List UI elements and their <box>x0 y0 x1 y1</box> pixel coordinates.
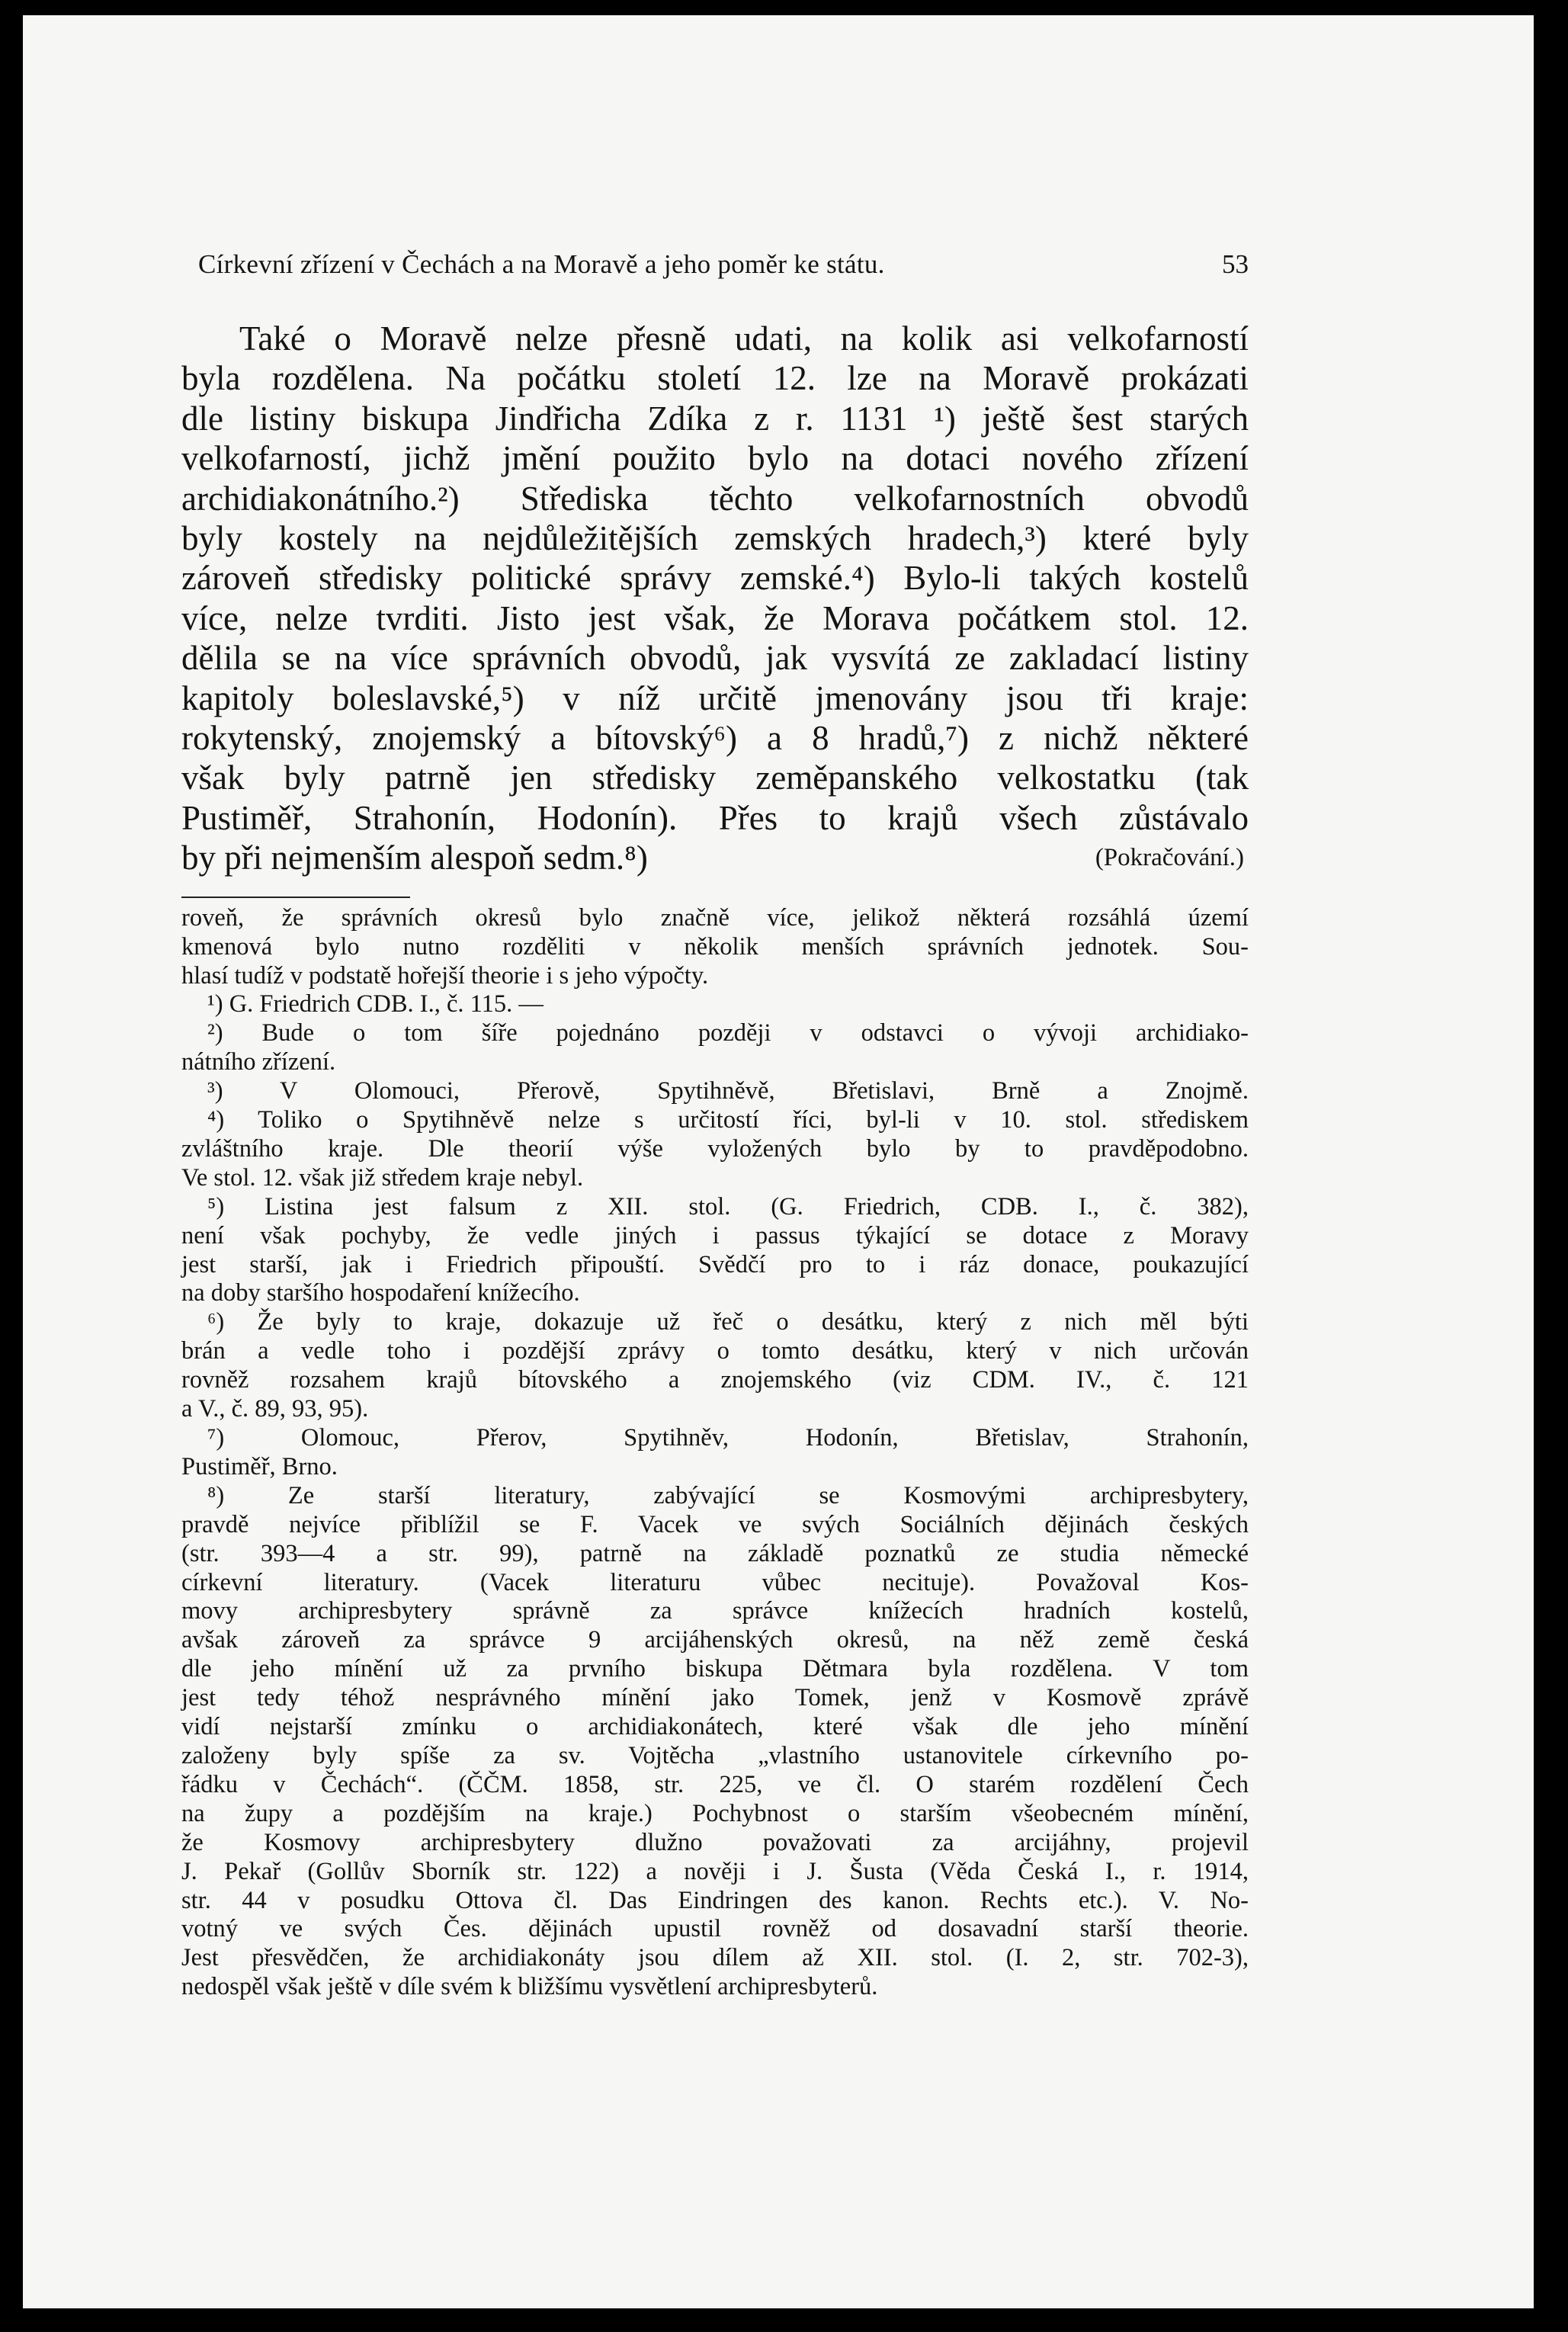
footnote-line: není však pochyby, že vedle jiných i passus týkající se dotace z Moravy <box>181 1221 1249 1249</box>
footnote-line: votný ve svých Čes. dějinách upustil rovněž od dosavadní starší theorie. <box>181 1915 1249 1943</box>
footnote-line: dle jeho mínění už za prvního biskupa Dětmara byla rozdělena. V tom <box>181 1655 1249 1683</box>
footnote-line: pravdě nejvíce přiblížil se F. Vacek ve svých Sociálních dějinách českých <box>181 1510 1249 1538</box>
footnote-line: Jest přesvědčen, že archidiakonáty jsou dílem až XII. stol. (I. 2, str. 702-3), <box>181 1944 1249 1972</box>
running-title: Církevní zřízení v Čechách a na Moravě a jeho poměr ke státu. <box>198 249 885 279</box>
body-line: zároveň středisky politické správy zemské.⁴) Bylo-li takých kostelů <box>181 559 1249 598</box>
body-line: více, nelze tvrditi. Jisto jest však, že Morava počátkem stol. 12. <box>181 598 1249 637</box>
footnote-line: že Kosmovy archipresbytery dlužno považovati za arcijáhny, projevil <box>181 1828 1249 1856</box>
footnote-line: str. 44 v posudku Ottova čl. Das Eindringen des kanon. Rechts etc.). V. No- <box>181 1886 1249 1914</box>
body-line: byla rozdělena. Na počátku století 12. lze na Moravě prokázati <box>181 359 1249 398</box>
footnotes <box>181 904 1249 2002</box>
body-line <box>181 838 1249 877</box>
footnote-line: jest starší, jak i Friedrich připouští. Svědčí pro to i ráz donace, poukazující <box>181 1250 1249 1278</box>
body-line: Pustiměř, Strahonín, Hodonín). Přes to krajů všech zůstávalo <box>181 798 1249 837</box>
footnote-line: roveň, že správních okresů bylo značně více, jelikož některá rozsáhlá území <box>181 903 1249 932</box>
page-number: 53 <box>1222 249 1249 279</box>
footnote-line: movy archipresbytery správně za správce knížecích hradních kostelů, <box>181 1597 1249 1625</box>
body-line: byly kostely na nejdůležitějších zemských hradech,³) které byly <box>181 519 1249 558</box>
footnote-line: ⁷) Olomouc, Přerov, Spytihněv, Hodonín, Břetislav, Strahonín, <box>207 1424 1249 1451</box>
footnote-line: nedospěl však ještě v díle svém k bližšímu vysvětlení archipresbyterů. <box>181 1973 878 2001</box>
footnote-line: církevní literatury. (Vacek literaturu vůbec necituje). Považoval Kos- <box>181 1568 1249 1596</box>
book-page <box>23 15 1534 2308</box>
body-line: Také o Moravě nelze přesně udati, na kolik asi velkofarností <box>239 319 1249 358</box>
text-column <box>181 244 1249 2002</box>
footnote-line: jest tedy téhož nesprávného mínění jako Tomek, jenž v Kosmově zprávě <box>181 1684 1249 1712</box>
footnote-line: ⁸) Ze starší literatury, zabývající se Kosmovými archipresbytery, <box>207 1481 1249 1509</box>
body-line: rokytenský, znojemský a bítovský⁶) a 8 hradů,⁷) z nichž některé <box>181 719 1249 758</box>
footnote-line: (str. 393—4 a str. 99), patrně na základě poznatků ze studia německé <box>181 1539 1249 1567</box>
footnote-line: rovněž rozsahem krajů bítovského a znojemského (viz CDM. IV., č. 121 <box>181 1366 1249 1394</box>
footnote-line: ²) Bude o tom šíře pojednáno později v odstavci o vývoji archidiako- <box>207 1019 1249 1047</box>
footnote-line: hlasí tudíž v podstatě hořejší theorie i s jeho výpočty. <box>181 961 709 990</box>
body-line: archidiakonátního.²) Střediska těchto velkofarnostních obvodů <box>181 479 1249 518</box>
body-line: dle listiny biskupa Jindřicha Zdíka z r. 1131 ¹) ještě šest starých <box>181 399 1249 438</box>
footnote-line: nátního zřízení. <box>181 1048 336 1076</box>
footnote-line: na doby staršího hospodaření knížecího. <box>181 1279 580 1307</box>
body-line: však byly patrně jen středisky zeměpanského velkostatku (tak <box>181 759 1249 797</box>
footnote-line: ⁶) Že byly to kraje, dokazuje už řeč o desátku, který z nich měl býti <box>207 1308 1249 1336</box>
body-last-line: by při nejmenším alespoň sedm.⁸) <box>181 839 648 877</box>
footnote-line: kmenová bylo nutno rozděliti v několik menších správních jednotek. Sou- <box>181 932 1249 961</box>
footnote-line: ⁵) Listina jest falsum z XII. stol. (G. Friedrich, CDB. I., č. 382), <box>207 1192 1249 1221</box>
main-paragraph <box>181 319 1249 878</box>
continuation-note: (Pokračování.) <box>1095 844 1244 872</box>
running-header <box>181 244 1249 285</box>
footnote-line: avšak zároveň za správce 9 arcijáhenských okresů, na něž země česká <box>181 1626 1249 1654</box>
body-line: dělila se na více správních obvodů, jak vysvítá ze zakladací listiny <box>181 639 1249 678</box>
footnote-line: vidí nejstarší zmínku o archidiakonátech, které však dle jeho mínění <box>181 1713 1249 1741</box>
body-line: kapitoly boleslavské,⁵) v níž určitě jmenovány jsou tři kraje: <box>181 678 1249 717</box>
footnote-separator <box>181 897 410 898</box>
footnote-line: Ve stol. 12. však již středem kraje nebyl. <box>181 1163 584 1192</box>
footnote-line: založeny byly spíše za sv. Vojtěcha „vlastního ustanovitele církevního po- <box>181 1741 1249 1769</box>
footnote-line: ¹) G. Friedrich CDB. I., č. 115. — <box>207 990 544 1018</box>
footnote-line: brán a vedle toho i pozdější zprávy o tomto desátku, který v nich určován <box>181 1337 1249 1365</box>
footnote-line: J. Pekař (Gollův Sborník str. 122) a nověji i J. Šusta (Věda Česká I., r. 1914, <box>181 1857 1249 1885</box>
footnote-line: ³) V Olomouci, Přerově, Spytihněvě, Břetislavi, Brně a Znojmě. <box>207 1077 1249 1105</box>
footnote-line: řádku v Čechách“. (ČČM. 1858, str. 225, ve čl. O starém rozdělení Čech <box>181 1770 1249 1798</box>
footnote-line: ⁴) Toliko o Spytihněvě nelze s určitostí říci, byl-li v 10. stol. střediskem <box>207 1106 1249 1134</box>
footnote-line: Pustiměř, Brno. <box>181 1452 338 1480</box>
footnote-line: zvláštního kraje. Dle theorií výše vyložených bylo by to pravděpodobno. <box>181 1134 1249 1163</box>
body-line: velkofarností, jichž jmění použito bylo na dotaci nového zřízení <box>181 439 1249 478</box>
footnote-line: a V., č. 89, 93, 95). <box>181 1395 369 1423</box>
footnote-line: na župy a pozdějším na kraje.) Pochybnost o starším všeobecném mínění, <box>181 1799 1249 1827</box>
